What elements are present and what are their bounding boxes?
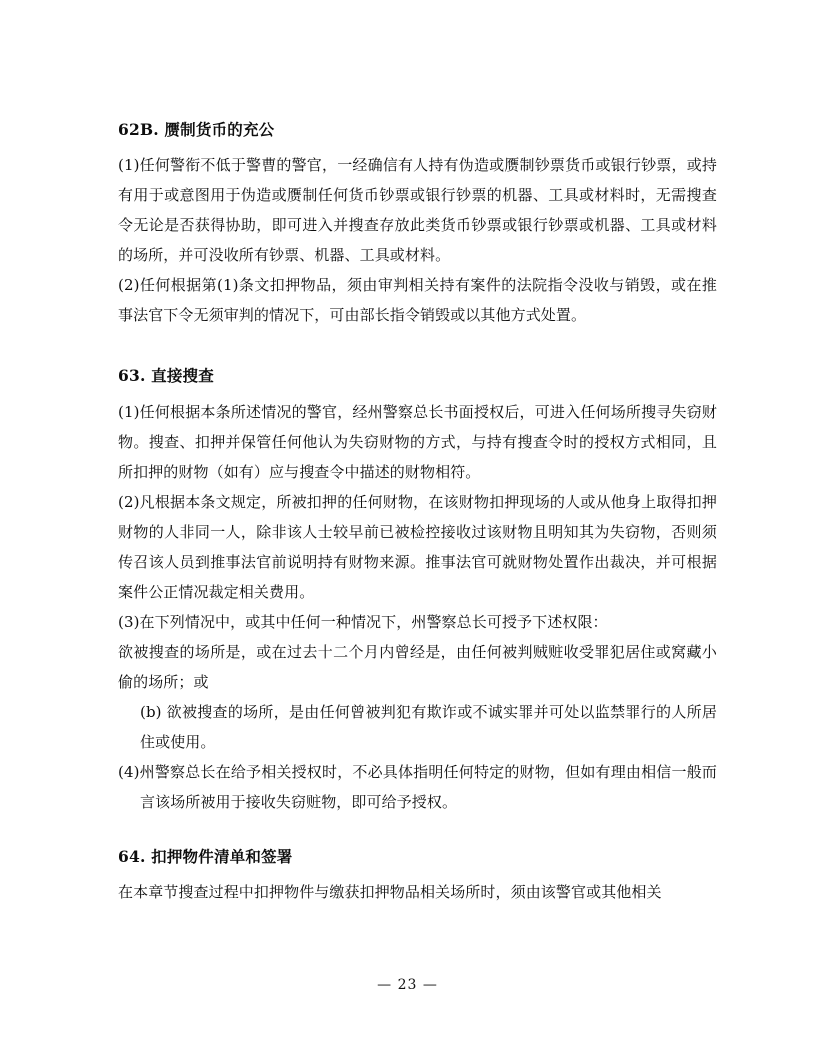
paragraph: (1)任何警衔不低于警曹的警官，一经确信有人持有伪造或赝制钞票货币或银行钞票，或持有用于或意图用于伪造或赝制任何货币钞票或银行钞票的机器、工具或材料时，无需搜查令无论是否获得协助，即可进入并搜查存放此类货币钞票或银行钞票或机器、工具或材料的场所，并可没收所有钞票、机器、工具或材料。 — [118, 156, 717, 265]
section-62b — [118, 118, 717, 330]
paragraph: 欲被搜查的场所是，或在过去十二个月内曾经是，由任何被判贼赃收受罪犯居住或窝藏小偷的场所；或 — [118, 642, 717, 691]
paragraph: (3)在下列情况中，或其中任何一种情况下，州警察总长可授予下述权限： — [118, 612, 608, 631]
paragraph: (b) 欲被搜查的场所，是由任何曾被判犯有欺诈或不诚实罪并可处以监禁罪行的人所居住或使用。 — [140, 702, 717, 751]
section-63 — [118, 364, 717, 816]
paragraph: (2)任何根据第(1)条文扣押物品，须由审判相关持有案件的法院指令没收与销毁，或在推事法官下令无须审判的情况下，可由部长指令销毁或以其他方式处置。 — [118, 276, 717, 325]
paragraph: (2)凡根据本条文规定，所被扣押的任何财物，在该财物扣押现场的人或从他身上取得扣押财物的人非同一人，除非该人士较早前已被检控接收过该财物且明知其为失窃物，否则须传召该人员到推事法官前说明持有财物来源。推事法官可就财物处置作出裁决，并可根据案件公正情况裁定相关费用。 — [118, 492, 717, 601]
section-64 — [118, 845, 717, 907]
section-heading: 63. 直接搜查 — [118, 366, 214, 386]
section-heading: 64. 扣押物件清单和签署 — [118, 846, 293, 866]
paragraph: (1)任何根据本条所述情况的警官，经州警察总长书面授权后，可进入任何场所搜寻失窃财物。搜查、扣押并保管任何他认为失窃财物的方式，与持有搜查令时的授权方式相同，且所扣押的财物（如有）应与搜查令中描述的财物相符。 — [118, 402, 717, 481]
section-heading: 62B. 赝制货币的充公 — [118, 120, 275, 139]
paragraph: 在本章节搜查过程中扣押物件与缴获扣押物品相关场所时，须由该警官或其他相关 — [118, 882, 662, 901]
page-number: — 23 — — [377, 977, 438, 993]
paragraph: (4)州警察总长在给予相关授权时，不必具体指明任何特定的财物，但如有理由相信一般而言该场所被用于接收失窃赃物，即可给予授权。 — [118, 762, 717, 811]
section-spacer — [118, 817, 717, 845]
section-spacer — [118, 330, 717, 364]
